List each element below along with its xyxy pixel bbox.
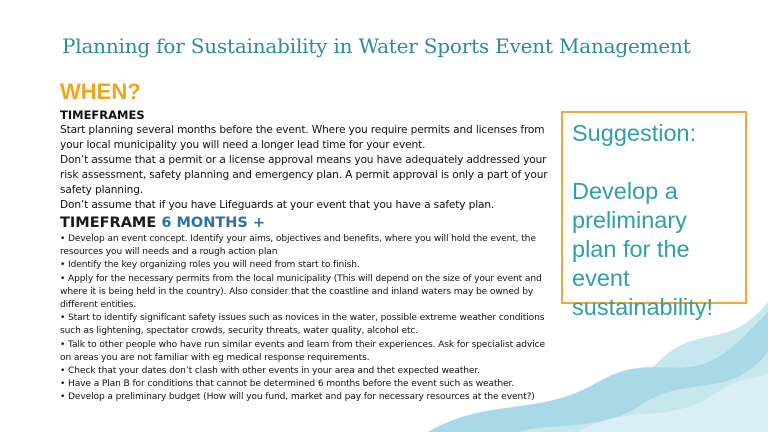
paragraph: Don’t assume that if you have Lifeguards at your event that you have a safety plan.: [60, 199, 495, 211]
timeframe-heading: [60, 214, 556, 233]
timeframe-label: TIMEFRAME: [60, 215, 157, 231]
paragraph: Don’t assume that a permit or a license approval means you have adequately addressed your risk assessment, safety planning and emergency plan. A permit approval is only a part of your safety planning.: [60, 154, 548, 196]
slide-title: Planning for Sustainability in Water Sports Event Management: [62, 34, 691, 58]
suggestion-spacer: [572, 148, 737, 177]
slide-body: [60, 108, 556, 405]
list-item: • Start to identify significant safety issues such as novices in the water, possible extreme weather conditions such as lightening, spectator crowds, security threats, water quality, alcohol etc.: [60, 313, 545, 337]
list-item: • Check that your dates don’t clash with other events in your area and thet expected weather.: [60, 366, 480, 377]
timeframe-value: 6 MONTHS +: [161, 215, 266, 231]
list-item: • Apply for the necessary permits from the local municipality (This will depend on the size of your event and where it is being held in the country). Also consider that the coastline and inland waters may be owned by different entities.: [60, 273, 542, 311]
list-item: • Have a Plan B for conditions that cannot be determined 6 months before the event such as weather.: [60, 379, 515, 390]
suggestion-box: [561, 111, 747, 320]
section-heading: WHEN?: [60, 79, 141, 104]
list-item: • Talk to other people who have run similar events and learn from their experiences. Ask for specialist advice on areas you are not familiar with eg medical response requirements.: [60, 339, 545, 363]
suggestion-text: Develop a preliminary plan for the event sustainability!: [572, 178, 714, 320]
list-item: • Develop a preliminary budget (How will you fund, market and pay for necessary resources at the event?): [60, 392, 535, 403]
paragraph: Start planning several months before the event. Where you require permits and licenses from your local municipality you will need a longer lead time for your event.: [60, 124, 545, 151]
list-item: • Develop an event concept. Identify your aims, objectives and benefits, where you will hold the event, the resources you will needs and a rough action plan: [60, 234, 536, 258]
suggestion-heading: Suggestion:: [572, 120, 697, 146]
list-item: • Identify the key organizing roles you will need from start to finish.: [60, 260, 360, 271]
bullet-list: [60, 233, 556, 405]
timeframes-heading: TIMEFRAMES: [60, 108, 145, 122]
